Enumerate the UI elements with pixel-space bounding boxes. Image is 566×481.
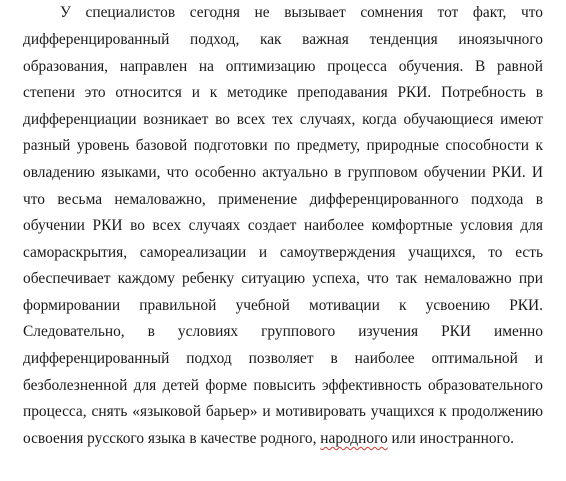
paragraph-line-3: образования, направлен на оптимизацию процесса обучения. В равной bbox=[23, 58, 543, 75]
last-line-text-start: освоения русского языка в качестве родного, bbox=[23, 430, 321, 447]
paragraph-line-8: что весьма немаловажно, применение дифференцированного подхода в bbox=[23, 191, 543, 208]
paragraph-line-5: дифференциации возникает во всех тех случаях, когда обучающиеся имеют bbox=[23, 111, 543, 128]
paragraph-line-14: дифференцированный подход позволяет в наиболее оптимальной и bbox=[23, 350, 543, 367]
paragraph-line-17 bbox=[23, 428, 543, 450]
paragraph-line-1: У специалистов сегодня не вызывает сомнения тот факт, что bbox=[60, 4, 543, 21]
last-line-text-end: или иностранного. bbox=[387, 430, 515, 447]
paragraph-line-12: формировании правильной учебной мотивации к усвоению РКИ. bbox=[23, 297, 543, 314]
paragraph-line-10: самораскрытия, самореализации и самоутверждения учащихся, то есть bbox=[23, 244, 543, 261]
paragraph-line-4: степени это относится и к методике преподавания РКИ. Потребность в bbox=[23, 84, 543, 101]
paragraph-line-9: обучении РКИ во всех случаях создает наиболее комфортные условия для bbox=[23, 217, 543, 234]
paragraph-line-16: процесса, снять «языковой барьер» и мотивировать учащихся к продолжению bbox=[23, 403, 543, 420]
paragraph-line-7: овладению языками, что особенно актуально в групповом обучении РКИ. И bbox=[23, 164, 543, 181]
paragraph-line-2: дифференцированный подход, как важная тенденция иноязычного bbox=[23, 31, 543, 48]
paragraph-line-6: разный уровень базовой подготовки по предмету, природные способности к bbox=[23, 137, 543, 154]
spellcheck-flagged-word[interactable]: народного bbox=[320, 430, 388, 447]
paragraph-line-13: Следовательно, в условиях группового изучения РКИ именно bbox=[23, 323, 543, 340]
paragraph-line-15: безболезненной для детей форме повысить эффективность образовательного bbox=[23, 377, 543, 394]
paragraph-line-11: обеспечивает каждому ребенку ситуацию успеха, что так немаловажно при bbox=[23, 270, 543, 287]
